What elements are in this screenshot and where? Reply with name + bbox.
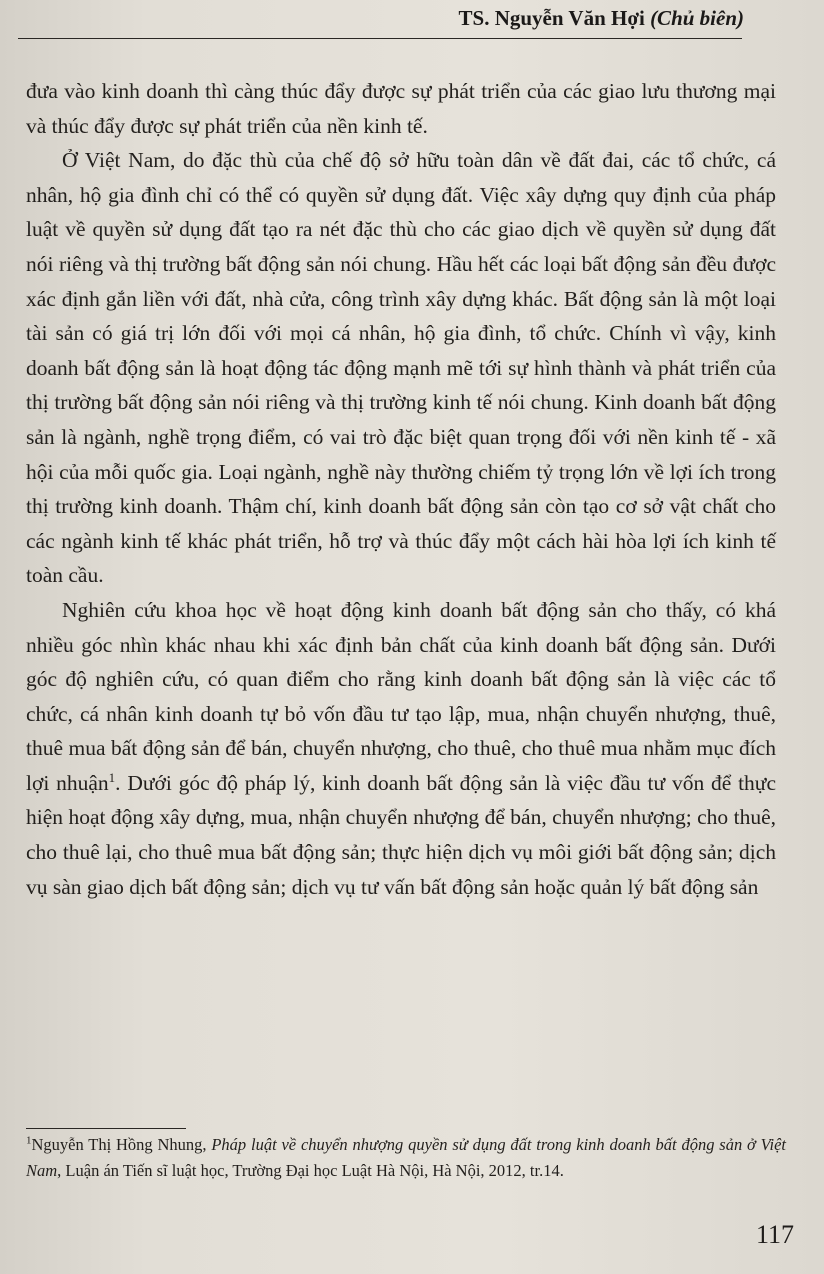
footnote-reference: 1 bbox=[108, 769, 116, 785]
paragraph-research-text: Nghiên cứu khoa học về hoạt động kinh doanh bất động sản cho thấy, có khá nhiều góc nhìn khác nhau khi xác định bản chất của kinh doanh bất động sản. Dưới góc độ nghiên cứu, có quan điểm cho rằng kinh doanh bất động sản là việc các tổ chức, cá nhân kinh doanh tự bỏ vốn đầu tư tạo lập, mua, nhận chuyển nhượng, thuê, thuê mua bất động sản để bán, chuyển nhượng, cho thuê, cho thuê mua nhằm mục đích lợi nhuận bbox=[26, 597, 776, 795]
paragraph-vietnam-land: Ở Việt Nam, do đặc thù của chế độ sở hữu toàn dân về đất đai, các tổ chức, cá nhân, hộ gia đình chỉ có thể có quyền sử dụng đất. Việc xây dựng quy định của pháp luật về quyền sử dụng đất tạo ra nét đặc thù cho các giao dịch về quyền sử dụng đất nói riêng và thị trường bất động sản nói chung. Hầu hết các loại bất động sản đều được xác định gắn liền với đất, nhà cửa, công trình xây dựng khác. Bất động sản là một loại tài sản có giá trị lớn đối với mọi cá nhân, hộ gia đình, tổ chức. Chính vì vậy, kinh doanh bất động sản là hoạt động tác động mạnh mẽ tới sự hình thành và phát triển của thị trường bất động sản nói riêng và thị trường kinh tế nói chung. Kinh doanh bất động sản là ngành, nghề trọng điểm, có vai trò đặc biệt quan trọng đối với nền kinh tế - xã hội của mỗi quốc gia. Loại ngành, nghề này thường chiếm tỷ trọng lớn về lợi ích trong thị trường kinh doanh. Thậm chí, kinh doanh bất động sản còn tạo cơ sở vật chất cho các ngành kinh tế khác phát triển, hỗ trợ và thúc đẩy một cách hài hòa lợi ích kinh tế toàn cầu. bbox=[26, 148, 776, 588]
paragraph-continuation: đưa vào kinh doanh thì càng thúc đẩy được sự phát triển của các giao lưu thương mại và thúc đẩy được sự phát triển của nền kinh tế. bbox=[26, 79, 776, 138]
page-number: 117 bbox=[755, 1220, 794, 1249]
paragraph-research bbox=[26, 593, 776, 904]
body-text bbox=[26, 74, 776, 904]
footnote-rule bbox=[26, 1128, 186, 1129]
footnote bbox=[26, 1132, 786, 1184]
footnote-mark: 1 bbox=[26, 1134, 32, 1147]
running-head bbox=[459, 6, 744, 31]
footnote-title: Pháp luật về chuyển nhượng quyền sử dụng đất trong kinh doanh bất động sản ở Việt Nam bbox=[26, 1135, 786, 1180]
paragraph-research-text-cont: . Dưới góc độ pháp lý, kinh doanh bất động sản là việc đầu tư vốn để thực hiện hoạt động xây dựng, mua, nhận chuyển nhượng để bán, chuyển nhượng; cho thuê, cho thuê lại, cho thuê mua bất động sản; thực hiện dịch vụ môi giới bất động sản; dịch vụ sàn giao dịch bất động sản; dịch vụ tư vấn bất động sản hoặc quản lý bất động sản bbox=[26, 770, 777, 899]
header-rule bbox=[18, 38, 742, 39]
running-head-role: (Chủ biên) bbox=[650, 6, 744, 30]
footnote-rest: , Luận án Tiến sĩ luật học, Trường Đại học Luật Hà Nội, Hà Nội, 2012, tr.14. bbox=[57, 1161, 564, 1180]
running-head-author: TS. Nguyễn Văn Hợi bbox=[458, 6, 645, 30]
footnote-author: Nguyễn Thị Hồng Nhung, bbox=[31, 1135, 212, 1154]
